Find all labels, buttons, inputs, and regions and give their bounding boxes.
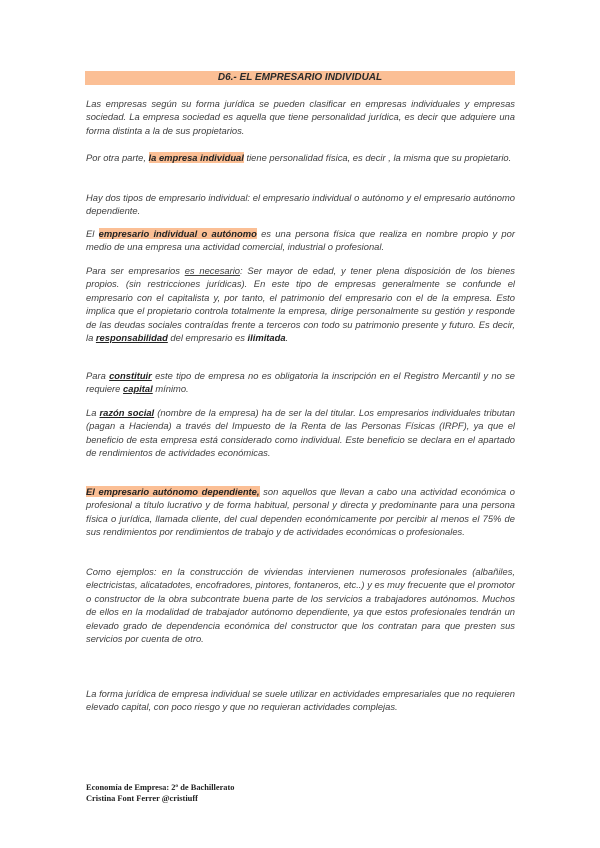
paragraph-forma-juridica: La forma jurídica de empresa individual se suele utilizar en actividades empresariales que no requieren elevado capital, con poco riesgo y que no requieran actividades complejas. [86, 688, 515, 713]
footer-author: Cristina Font Ferrer @cristiuff [86, 794, 198, 803]
text: es una persona física que realiza en nombre propio y por medio de una empresa una actividad comercial, industrial o profesional. [86, 228, 515, 253]
paragraph-requisitos [86, 264, 515, 344]
highlight-empresario-autonomo: empresario individual o autónomo [98, 228, 257, 239]
highlight-empresa-individual: la empresa individual [148, 152, 244, 163]
bold-ilimitada: ilimitada [247, 332, 286, 344]
text: La [86, 407, 100, 418]
text: este tipo de empresa no es obligatoria la inscripción en el Registro Mercantil y no se requiere [86, 370, 515, 395]
underlined-capital: capital [123, 383, 153, 395]
text: . [285, 332, 289, 344]
underlined-responsabilidad: responsabilidad [95, 332, 168, 344]
section-title: D6.- EL EMPRESARIO INDIVIDUAL [85, 71, 515, 85]
footer-course: Economía de Empresa: 2º de Bachillerato [86, 783, 235, 792]
paragraph-autonomo-dependiente [86, 485, 515, 539]
text: tiene personalidad física, es decir , la misma que su propietario. [243, 152, 512, 163]
paragraph-razon-social [86, 406, 515, 460]
text: El [86, 228, 99, 239]
paragraph-autonomo [86, 227, 515, 254]
text: Para [86, 370, 110, 381]
paragraph-tipos: Hay dos tipos de empresario individual: el empresario individual o autónomo y el empresario autónomo dependiente. [86, 192, 515, 217]
paragraph-intro: Las empresas según su forma jurídica se pueden clasificar en empresas individuales y empresas sociedad. La empresa sociedad es aquella que tiene personalidad jurídica, es decir que adquiere una forma distinta a la de sus propietarios. [86, 98, 515, 136]
text: mínimo. [152, 383, 189, 395]
text: del empresario es [167, 332, 248, 344]
text: Por otra parte, [86, 152, 149, 163]
underlined-constituir: constituir [109, 370, 152, 381]
text: : Ser mayor de edad, y tener plena disposición de los bienes propios. (sin restricciones jurídicas). En este tipo de empresas generalmente se confunde el empresario con el capitalista y, por tanto, el patrimonio del empresario con el de la empresa. Esto implica que el propietario controla totalmente la empresa, dirige personalmente su gestión y responde de las deudas sociales contraídas frente a terceros con todo su patrimonio presente y futuro. Es decir, la [86, 265, 515, 344]
paragraph-empresa-individual [86, 151, 515, 164]
text: son aquellos que llevan a cabo una actividad económica o profesional a título lucrativo y de forma habitual, personal y directa y predominante para una persona física o jurídica, llamada cliente, del cual dependen económicamente por percibir al menos el 75% de sus rendimientos por rendimientos de trabajo y de actividades económicas o profesionales. [86, 486, 516, 538]
underlined-es-necesario: es necesario [184, 265, 241, 276]
underlined-razon-social: razón social [99, 407, 155, 418]
text: Para ser empresarios [86, 265, 185, 276]
paragraph-constituir [86, 369, 515, 396]
highlight-autonomo-dependiente: El empresario autónomo dependiente, [86, 486, 260, 497]
paragraph-ejemplos: Como ejemplos: en la construcción de viviendas intervienen numerosos profesionales (albañiles, electricistas, alicatadotes, encofradores, pintores, fontaneros, etc..) y es muy frecuente que el promotor o constructor de la obra subcontrate buena parte de los servicios a trabajadores autónomos. Muchos de ellos en la modalidad de trabajador autónomo dependiente, ya que estos profesionales tendrán un elevado grado de dependencia económica del constructor que los contratan para que presten sus servicios por cuenta de otro. [86, 566, 515, 645]
text: (nombre de la empresa) ha de ser la del titular. Los empresarios individuales tributan (pagan a Hacienda) a través del Impuesto de la Renta de las Personas Físicas (IRPF), ya que el beneficio de esta empresa está considerado como individual. Este beneficio se declara en el apartado de rendimientos de actividades económicas. [86, 407, 515, 459]
